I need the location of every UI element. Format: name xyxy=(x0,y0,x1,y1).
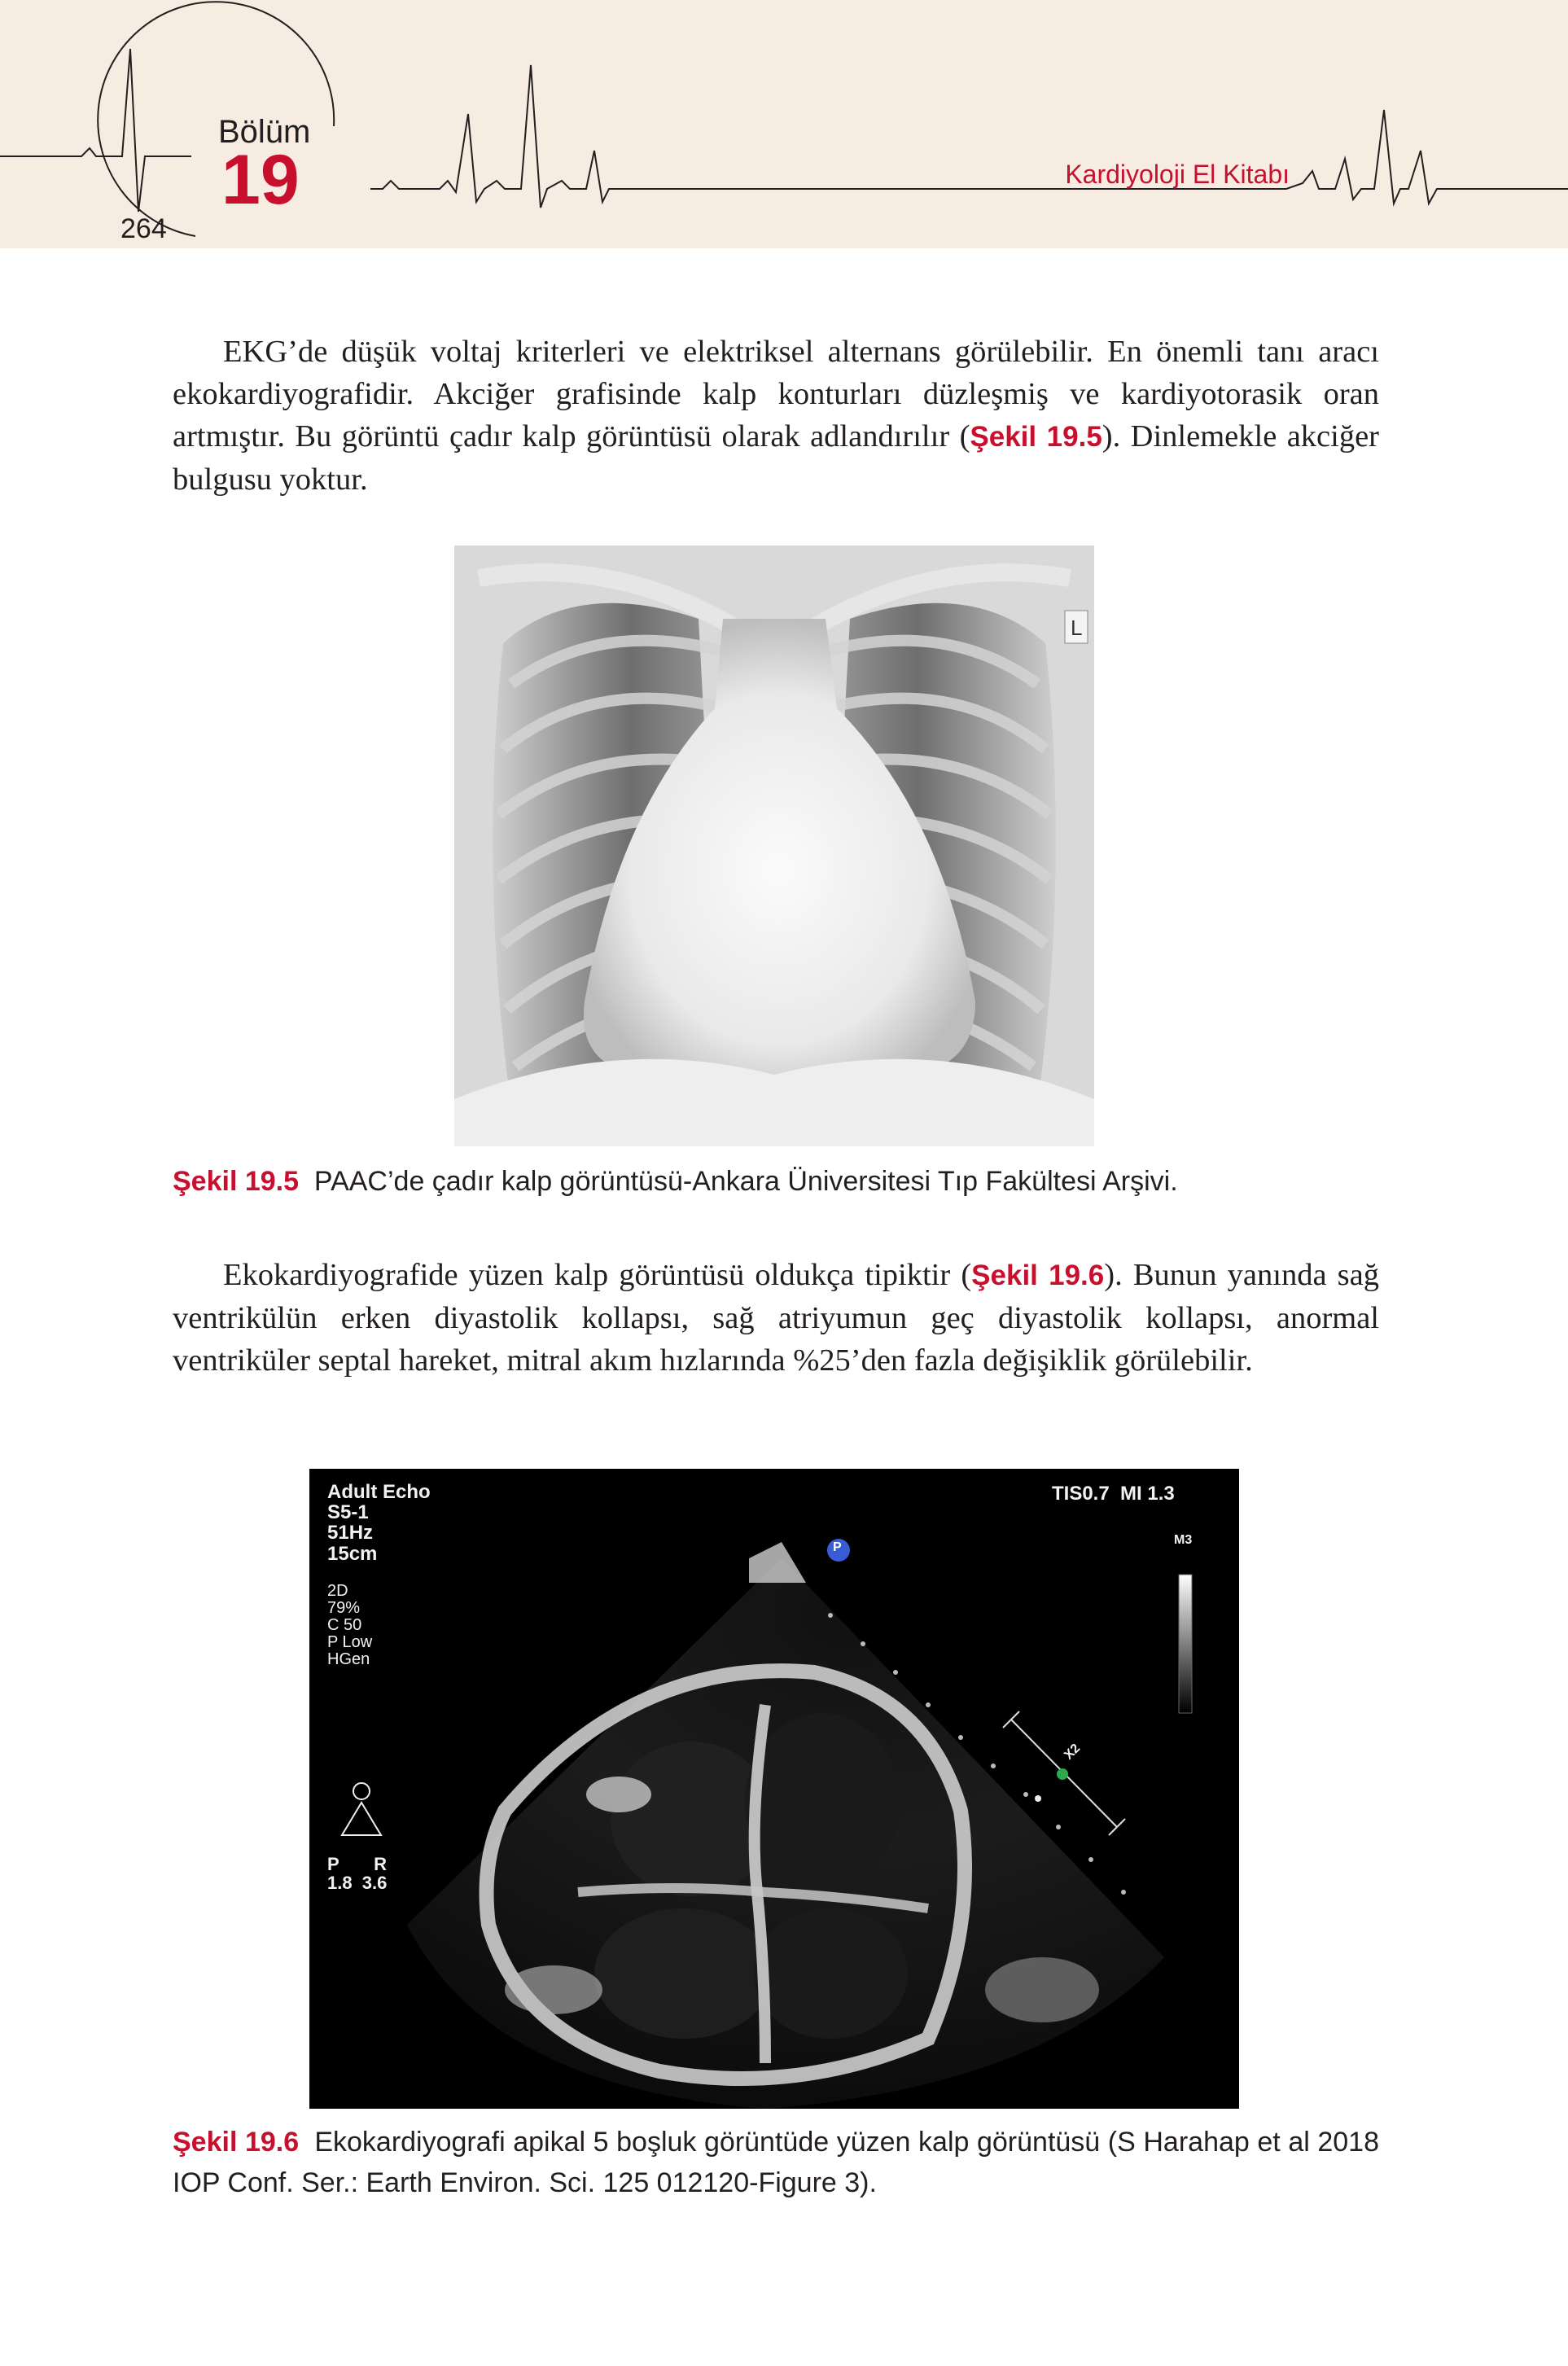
paragraph-1 xyxy=(173,331,1379,501)
page-number: 264 xyxy=(120,213,167,244)
echo-overlay-m3: M3 xyxy=(1174,1533,1193,1547)
page-header xyxy=(0,0,1568,248)
echo-overlay-settings: Adult Echo S5-1 51Hz 15cm xyxy=(327,1481,431,1565)
running-title: Kardiyoloji El Kitabı xyxy=(1065,160,1290,189)
echo-overlay-depth: P R 1.8 3.6 xyxy=(327,1854,388,1894)
paragraph-1-text-end: ). Dinlemekle akciğer bulgusu yoktur. xyxy=(173,419,1379,497)
caption-text: Ekokardiyografi apikal 5 boşluk görüntüde yüzen kalp görüntüsü (S Harahap et al 2018 IOP Conf. Ser.: Earth Environ. Sci. 125 012120-Figure 3). xyxy=(173,2127,1379,2198)
chapter-number: 19 xyxy=(221,141,300,219)
figure-caption-19-5 xyxy=(173,1161,1379,1202)
paragraph-1-text: EKG’de düşük voltaj kriterleri ve elektriksel alternans görülebilir. En önemli tanı aracı ekokardiyografidir. Akciğer grafisinde kalp konturları düzleşmiş ve kardiyotorasik oran artmıştır. Bu görüntü çadır kalp görüntüsü olarak adlandırılır ( xyxy=(173,335,1379,453)
echo-drawing xyxy=(309,1469,1239,2109)
echo-overlay-tis-mi: TIS0.7 MI 1.3 xyxy=(1052,1483,1175,1505)
figure-ref-19-5[interactable]: Şekil 19.5 xyxy=(970,421,1102,453)
figure-ref-19-6[interactable]: Şekil 19.6 xyxy=(971,1260,1105,1291)
paragraph-2-text: Ekokardiyografide yüzen kalp görüntüsü oldukça tipiktir ( xyxy=(223,1258,972,1292)
chapter-word: Bölüm xyxy=(218,114,311,150)
figure-caption-19-6 xyxy=(173,2122,1379,2203)
echo-overlay-mode: 2D 79% C 50 P Low HGen xyxy=(327,1582,373,1668)
side-marker: L xyxy=(1071,616,1083,640)
paragraph-2-text-end: ). Bunun yanında sağ ventrikülün erken diyastolik kollapsı, sağ atriyumun geç diyastolik kollapsı, anormal ventriküler septal hareket, mitral akım hızlarında %25’den fazla değişiklik görülebilir. xyxy=(173,1258,1379,1378)
chest-xray-image xyxy=(454,545,1094,1146)
caption-label: Şekil 19.5 xyxy=(173,1166,300,1197)
echo-p-marker: P xyxy=(833,1540,842,1554)
chest-xray-drawing xyxy=(454,545,1094,1146)
caption-text: PAAC’de çadır kalp görüntüsü-Ankara Üniversitesi Tıp Fakültesi Arşivi. xyxy=(313,1166,1178,1197)
echocardiogram-image xyxy=(309,1469,1239,2109)
echo-caliper-label: X2 xyxy=(1062,1741,1084,1763)
paragraph-2 xyxy=(173,1254,1379,1382)
caption-label: Şekil 19.6 xyxy=(173,2127,300,2158)
